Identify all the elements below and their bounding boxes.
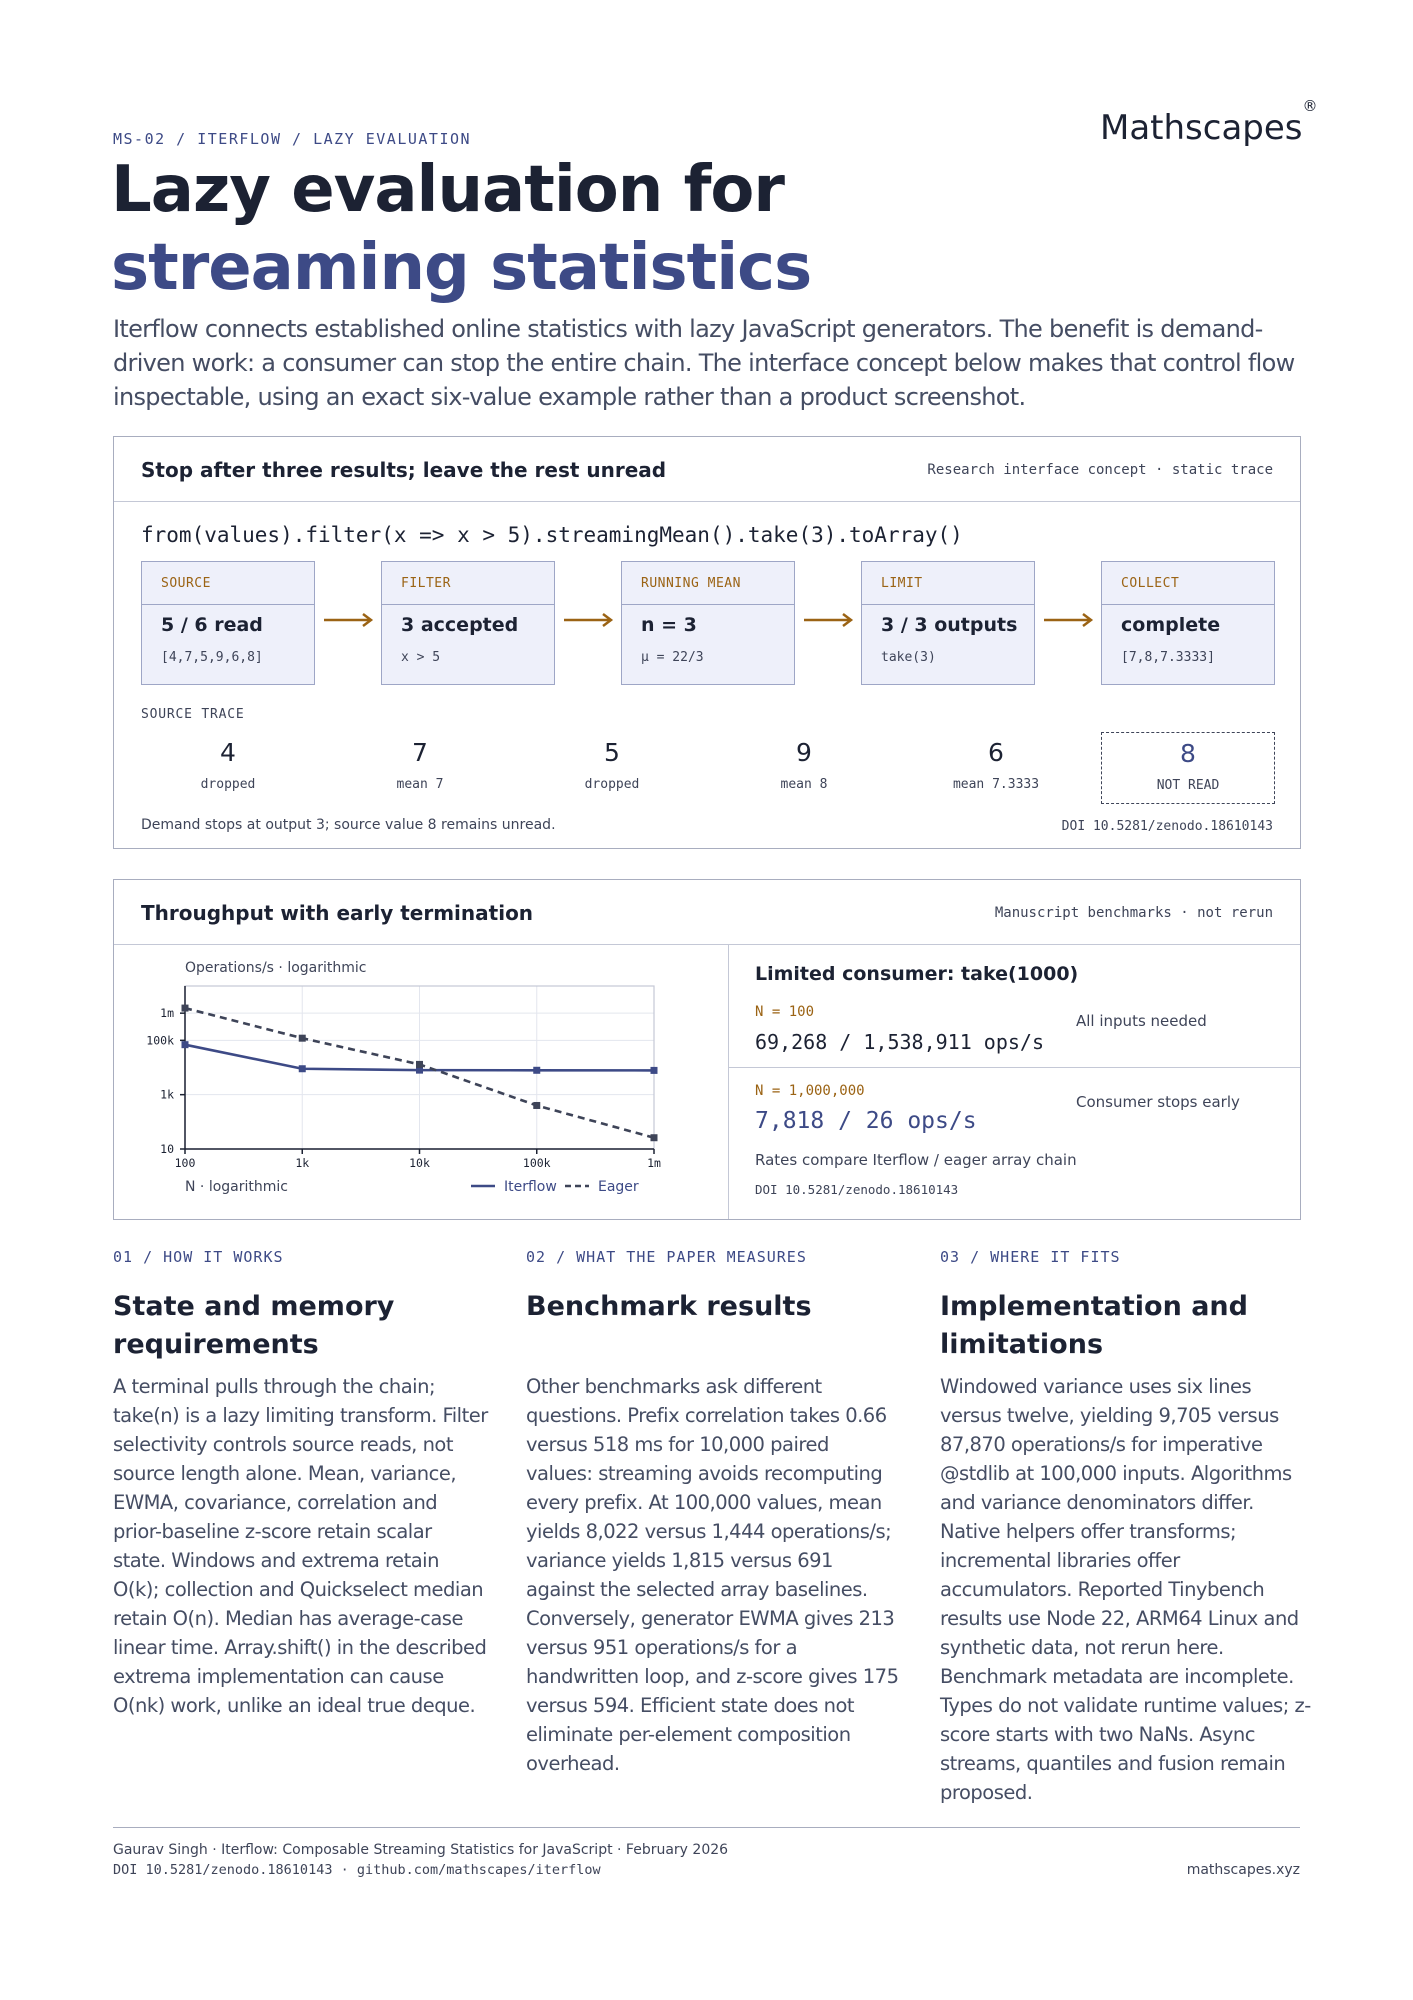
trace-value: 7 bbox=[412, 738, 428, 767]
y-tick-label: 100k bbox=[146, 1033, 174, 1048]
stage-value: 5 / 6 read bbox=[161, 614, 263, 636]
y-tick-label: 1m bbox=[160, 1006, 174, 1021]
stage-running-mean bbox=[621, 561, 795, 685]
chart-legend bbox=[471, 1179, 639, 1195]
data-point-iterflow bbox=[651, 1067, 658, 1074]
column-body: Other benchmarks ask different questions. Prefix correlation takes 0.66 versus 518 ms for 10,000 paired values: streaming avoids recomputing every prefix. At 100,000 values, mean yields 8,022 versus 1,444 operations/s; variance yields 1,815 versus 691 against the selected array baselines. Conversely, generator EWMA gives 213 versus 951 operations/s for a handwritten loop, and z-score gives 175 versus 594. Efficient state does not eliminate per-element composition overhead. bbox=[526, 1375, 899, 1775]
data-point-iterflow bbox=[533, 1067, 540, 1074]
trace-item bbox=[525, 732, 699, 804]
stage-label: COLLECT bbox=[1102, 562, 1274, 605]
intro-paragraph: Iterflow connects established online statistics with lazy JavaScript generators. The benefit is demand-driven work: a consumer can stop the entire chain. The interface concept below makes that control flow inspectable, using an exact six-value example rather than a product screenshot. bbox=[113, 315, 1295, 411]
column-eyebrow: 03 / WHERE IT FITS bbox=[940, 1248, 1121, 1266]
x-tick-label: 100 bbox=[174, 1156, 196, 1170]
stat-value: 7,818 / 26 ops/s bbox=[755, 1108, 977, 1134]
x-tick-label: 1m bbox=[647, 1156, 661, 1170]
trace-panel bbox=[113, 436, 1301, 849]
trace-note: mean 7.3333 bbox=[952, 777, 1040, 792]
data-point-eager bbox=[182, 1005, 189, 1012]
stat-n-label: N = 1,000,000 bbox=[755, 1083, 865, 1099]
trace-footnote: Demand stops at output 3; source value 8 remains unread. bbox=[141, 817, 556, 833]
stage-source bbox=[141, 561, 315, 685]
trace-panel-header bbox=[114, 437, 1300, 502]
arrow-right-icon bbox=[1044, 613, 1094, 627]
page-title-line-1: Lazy evaluation for bbox=[111, 153, 784, 227]
stage-note: take(3) bbox=[881, 650, 936, 665]
column-title: Implementation and limitations bbox=[940, 1291, 1248, 1360]
stage-filter bbox=[381, 561, 555, 685]
x-tick-label: 10k bbox=[409, 1156, 430, 1170]
trace-note: mean 8 bbox=[780, 777, 828, 792]
column-how-it-works bbox=[113, 1248, 488, 1717]
trace-doi: DOI 10.5281/zenodo.18610143 bbox=[1061, 819, 1273, 834]
stat-doi: DOI 10.5281/zenodo.18610143 bbox=[755, 1182, 959, 1197]
stage-value: 3 accepted bbox=[401, 614, 519, 636]
data-point-iterflow bbox=[182, 1041, 189, 1048]
trace-item bbox=[333, 732, 507, 804]
trace-value: 6 bbox=[988, 738, 1004, 767]
column-title: Benchmark results bbox=[526, 1291, 812, 1322]
arrow-right-icon bbox=[564, 613, 614, 627]
stat-divider bbox=[729, 1067, 1300, 1068]
stage-label: LIMIT bbox=[862, 562, 1034, 605]
y-tick-label: 10 bbox=[160, 1142, 174, 1156]
stage-note: [7,8,7.3333] bbox=[1121, 650, 1215, 665]
stat-side-note: All inputs needed bbox=[1076, 1012, 1207, 1030]
trace-item bbox=[909, 732, 1083, 804]
source-trace-label: SOURCE TRACE bbox=[141, 707, 245, 722]
stage-value: 3 / 3 outputs bbox=[881, 614, 1018, 636]
stage-label: FILTER bbox=[382, 562, 554, 605]
trace-note: mean 7 bbox=[396, 777, 444, 792]
data-point-eager bbox=[533, 1102, 540, 1109]
throughput-panel-header bbox=[114, 880, 1300, 945]
data-point-eager bbox=[416, 1061, 423, 1068]
stage-note: [4,7,5,9,6,8] bbox=[161, 650, 263, 665]
stat-note: Rates compare Iterflow / eager array chain bbox=[755, 1151, 1077, 1169]
stage-note: μ = 22/3 bbox=[641, 650, 704, 665]
data-point-eager bbox=[651, 1134, 658, 1141]
trace-item bbox=[717, 732, 891, 804]
stage-label: RUNNING MEAN bbox=[622, 562, 794, 605]
arrow-right-icon bbox=[324, 613, 374, 627]
footer-doi-link: DOI 10.5281/zenodo.18610143 · github.com/mathscapes/iterflow bbox=[113, 1862, 601, 1878]
page-title-line-2: streaming statistics bbox=[111, 231, 812, 305]
column-eyebrow: 02 / WHAT THE PAPER MEASURES bbox=[526, 1248, 807, 1266]
data-point-iterflow bbox=[299, 1065, 306, 1072]
data-point-eager bbox=[299, 1035, 306, 1042]
y-tick-label: 1k bbox=[160, 1087, 174, 1102]
x-axis-label: N · logarithmic bbox=[185, 1179, 288, 1195]
column-eyebrow: 01 / HOW IT WORKS bbox=[113, 1248, 284, 1266]
brand-logo bbox=[1100, 96, 1318, 148]
code-expression: from(values).filter(x => x > 5).streamingMean().take(3).toArray() bbox=[141, 523, 963, 547]
legend-label: Iterflow bbox=[504, 1179, 557, 1195]
throughput-panel-tag: Manuscript benchmarks · not rerun bbox=[994, 905, 1273, 921]
stage-limit bbox=[861, 561, 1035, 685]
stat-n-label: N = 100 bbox=[755, 1004, 815, 1020]
trace-note: dropped bbox=[584, 777, 640, 792]
eyebrow: MS-02 / ITERFLOW / LAZY EVALUATION bbox=[113, 130, 472, 148]
registered-mark: ® bbox=[1302, 96, 1318, 115]
x-tick-label: 100k bbox=[522, 1156, 551, 1170]
trace-value: 5 bbox=[604, 738, 620, 767]
trace-panel-tag: Research interface concept · static trace bbox=[927, 462, 1273, 478]
arrow-right-icon bbox=[804, 613, 854, 627]
footer-site: mathscapes.xyz bbox=[1186, 1862, 1300, 1878]
stage-value: complete bbox=[1121, 614, 1221, 636]
stage-value: n = 3 bbox=[641, 614, 697, 636]
column-where-it-fits bbox=[940, 1248, 1315, 1804]
stat-title: Limited consumer: take(1000) bbox=[755, 963, 1079, 985]
y-axis-label: Operations/s · logarithmic bbox=[185, 960, 367, 976]
footer-divider bbox=[113, 1827, 1300, 1828]
stage-note: x > 5 bbox=[401, 650, 441, 665]
trace-value: 4 bbox=[220, 738, 236, 767]
footer-citation: Gaurav Singh · Iterflow: Composable Streaming Statistics for JavaScript · February 2026 bbox=[113, 1842, 729, 1858]
stat-side-note: Consumer stops early bbox=[1076, 1093, 1240, 1111]
throughput-panel-title: Throughput with early termination bbox=[141, 901, 534, 925]
brand-name: Mathscapes bbox=[1100, 108, 1303, 148]
trace-value: 9 bbox=[796, 738, 812, 767]
panel-divider bbox=[728, 945, 729, 1219]
trace-item bbox=[141, 732, 315, 804]
throughput-panel bbox=[113, 879, 1301, 1220]
throughput-chart bbox=[114, 946, 726, 1220]
axis-ticks bbox=[146, 1006, 661, 1170]
stat-value: 69,268 / 1,538,911 ops/s bbox=[755, 1030, 1044, 1054]
column-title: State and memory requirements bbox=[113, 1291, 395, 1360]
stage-label: SOURCE bbox=[142, 562, 314, 605]
trace-panel-title: Stop after three results; leave the rest unread bbox=[141, 458, 667, 482]
trace-item-unread bbox=[1101, 732, 1275, 804]
stage-collect bbox=[1101, 561, 1275, 685]
trace-note: NOT READ bbox=[1156, 778, 1220, 793]
legend-label: Eager bbox=[598, 1179, 639, 1195]
column-body: A terminal pulls through the chain; take(n) is a lazy limiting transform. Filter selectivity controls source reads, not source length alone. Mean, variance, EWMA, covariance, correlation and prior-baseline z-score retain scalar state. Windows and extrema retain O(k); collection and Quickselect median retain O(n). Median has average-case linear time. Array.shift() in the described extrema implementation can cause O(nk) work, unlike an ideal true deque. bbox=[113, 1375, 488, 1717]
trace-note: dropped bbox=[200, 777, 256, 792]
x-tick-label: 1k bbox=[295, 1156, 310, 1170]
trace-value: 8 bbox=[1180, 739, 1196, 768]
column-benchmarks bbox=[526, 1248, 901, 1775]
column-body: Windowed variance uses six lines versus twelve, yielding 9,705 versus 87,870 operations/s for imperative @stdlib at 100,000 inputs. Algorithms and variance denominators differ. Native helpers offer transforms; incremental libraries offer accumulators. Reported Tinybench results use Node 22, ARM64 Linux and synthetic data, not rerun here. Benchmark metadata are incomplete. Types do not validate runtime values; z-score starts with two NaNs. Async streams, quantiles and fusion remain proposed. bbox=[940, 1375, 1311, 1804]
